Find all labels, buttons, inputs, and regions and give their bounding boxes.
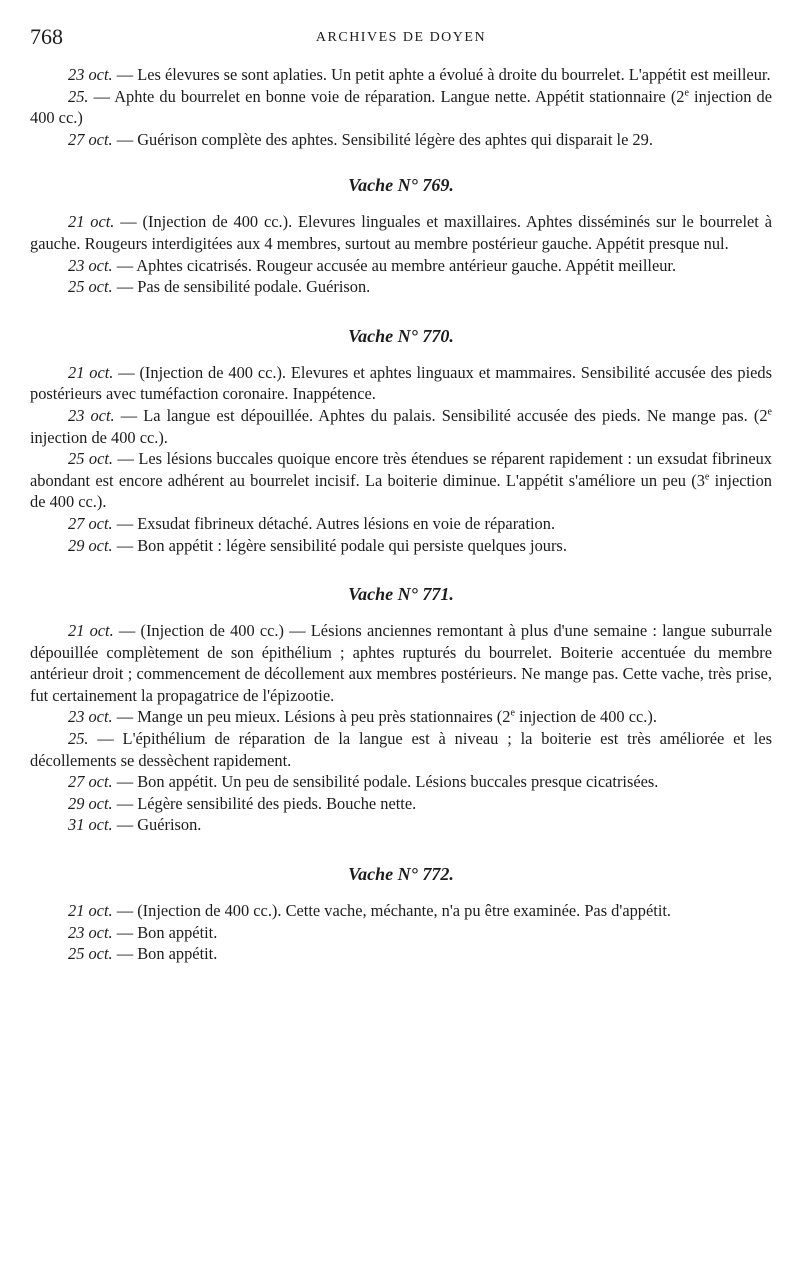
case-section [30, 64, 772, 150]
entry-text-continued: injection de 400 cc.) [30, 86, 772, 128]
entry-text: — Légère sensibilité des pieds. Bouche nette. [112, 793, 417, 813]
entry-date: 29 oct. [68, 535, 113, 555]
entry-text: — Pas de sensibilité podale. Guérison. [112, 277, 371, 297]
entry-text: — Les lésions buccales quoique encore très étendues se réparent rapidement : un exsudat fibrineux abondant est encore adhérent au bourrelet incisif. La boiterie diminue. L'appétit s'améliore un peu (3 [30, 449, 772, 490]
page-body [30, 64, 772, 965]
journal-entry [30, 86, 772, 129]
case-heading: Vache N° 770. [348, 325, 454, 346]
entry-date: 27 oct. [68, 513, 113, 533]
entry-date: 27 oct. [68, 129, 113, 149]
entry-text: — Exsudat fibrineux détaché. Autres lésions en voie de réparation. [112, 513, 556, 533]
running-head: ARCHIVES DE DOYEN [315, 30, 487, 45]
journal-entry [30, 900, 772, 922]
journal-entry [30, 620, 772, 706]
case-heading: Vache N° 772. [348, 864, 454, 885]
case-section [30, 175, 772, 297]
case-section [30, 584, 772, 836]
journal-entry [30, 922, 772, 944]
case-heading: Vache N° 769. [348, 175, 454, 196]
page-header [30, 24, 772, 54]
journal-entry [30, 362, 772, 405]
superscript: e [767, 406, 772, 418]
entry-text: — La langue est dépouillée. Aphtes du palais. Sensibilité accusée des pieds. Ne mange pas. (2 [114, 405, 768, 425]
entry-date: 29 oct. [68, 793, 113, 813]
journal-entry [30, 405, 772, 448]
entry-text: — Bon appétit : légère sensibilité podale qui persiste quelques jours. [112, 535, 567, 555]
journal-entry [30, 513, 772, 535]
case-section [30, 326, 772, 556]
entry-date: 21 oct. [68, 212, 115, 232]
entry-text: — Mange un peu mieux. Lésions à peu près stationnaires (2 [112, 707, 511, 727]
entry-date: 25 oct. [68, 277, 113, 297]
journal-entry [30, 276, 772, 298]
entry-date: 23 oct. [68, 255, 113, 275]
entry-text: — L'épithélium de réparation de la langue est à niveau ; la boiterie est très améliorée et les décollements se dessèchent rapidement. [30, 729, 772, 770]
case-heading: Vache N° 771. [348, 584, 454, 605]
journal-entry [30, 793, 772, 815]
entry-text: — (Injection de 400 cc.) — Lésions anciennes remontant à plus d'une semaine : langue suburrale dépouillée complètement de son épithélium ; aphtes rupturés du bourrelet. Boiterie accentuée du membre antérieur droit ; commencement de décollement aux membres postérieurs. Ne mange pas. Cette vache, très prise, fut certainement la propagatrice de l'épizootie. [30, 621, 772, 705]
entry-text: — Bon appétit. Un peu de sensibilité podale. Lésions buccales presque cicatrisées. [112, 772, 659, 792]
journal-entry [30, 771, 772, 793]
entry-text: — Guérison. [112, 815, 202, 835]
entry-date: 25 oct. [68, 944, 113, 964]
journal-entry [30, 129, 772, 151]
journal-entry [30, 448, 772, 513]
journal-entry [30, 814, 772, 836]
entry-text: — Aphtes cicatrisés. Rougeur accusée au membre antérieur gauche. Appétit meilleur. [112, 255, 677, 275]
entry-text: — Guérison complète des aphtes. Sensibilité légère des aphtes qui disparait le 29. [112, 129, 653, 149]
entry-date: 23 oct. [68, 707, 113, 727]
entry-date: 25 oct. [68, 449, 114, 469]
entry-date: 23 oct. [68, 922, 113, 942]
journal-entry [30, 64, 772, 86]
journal-entry [30, 211, 772, 254]
case-section [30, 864, 772, 965]
superscript: e [684, 87, 689, 99]
journal-entry [30, 255, 772, 277]
entry-text: — (Injection de 400 cc.). Elevures linguales et maxillaires. Aphtes disséminés sur le bourrelet à gauche. Rougeurs interdigitées aux 4 membres, surtout au membre postérieur gauche. Appétit presque nul. [30, 212, 772, 253]
entry-date: 21 oct. [68, 901, 113, 921]
entry-text: — Bon appétit. [112, 922, 218, 942]
entry-date: 31 oct. [68, 815, 113, 835]
entry-date: 27 oct. [68, 772, 113, 792]
entry-text: — Bon appétit. [112, 944, 218, 964]
entry-date: 23 oct. [68, 65, 113, 84]
superscript: e [704, 471, 710, 483]
journal-entry [30, 943, 772, 965]
journal-entry [30, 706, 772, 728]
superscript: e [510, 708, 515, 719]
entry-text: — Aphte du bourrelet en bonne voie de réparation. Langue nette. Appétit stationnaire (2 [88, 86, 685, 106]
entry-text: — (Injection de 400 cc.). Elevures et aphtes linguaux et mammaires. Sensibilité accusée des pieds postérieurs avec tuméfaction coronaire. Inappétence. [30, 362, 772, 404]
entry-date: 25. [68, 86, 89, 106]
entry-text-continued: injection de 400 cc.). [30, 427, 168, 447]
entry-text: — (Injection de 400 cc.). Cette vache, méchante, n'a pu être examinée. Pas d'appétit. [112, 901, 672, 921]
entry-date: 23 oct. [68, 405, 115, 425]
entry-text-continued: injection de 400 cc.). [514, 707, 657, 727]
entry-date: 21 oct. [68, 362, 114, 382]
entry-text-continued: injection de 400 cc.). [30, 470, 772, 512]
journal-entry [30, 728, 772, 771]
entry-date: 25. [68, 729, 89, 749]
journal-entry [30, 535, 772, 557]
entry-date: 21 oct. [68, 621, 114, 641]
entry-text: — Les élevures se sont aplaties. Un petit aphte a évolué à droite du bourrelet. L'appétit est meilleur. [112, 65, 771, 84]
page-number: 768 [30, 24, 63, 49]
